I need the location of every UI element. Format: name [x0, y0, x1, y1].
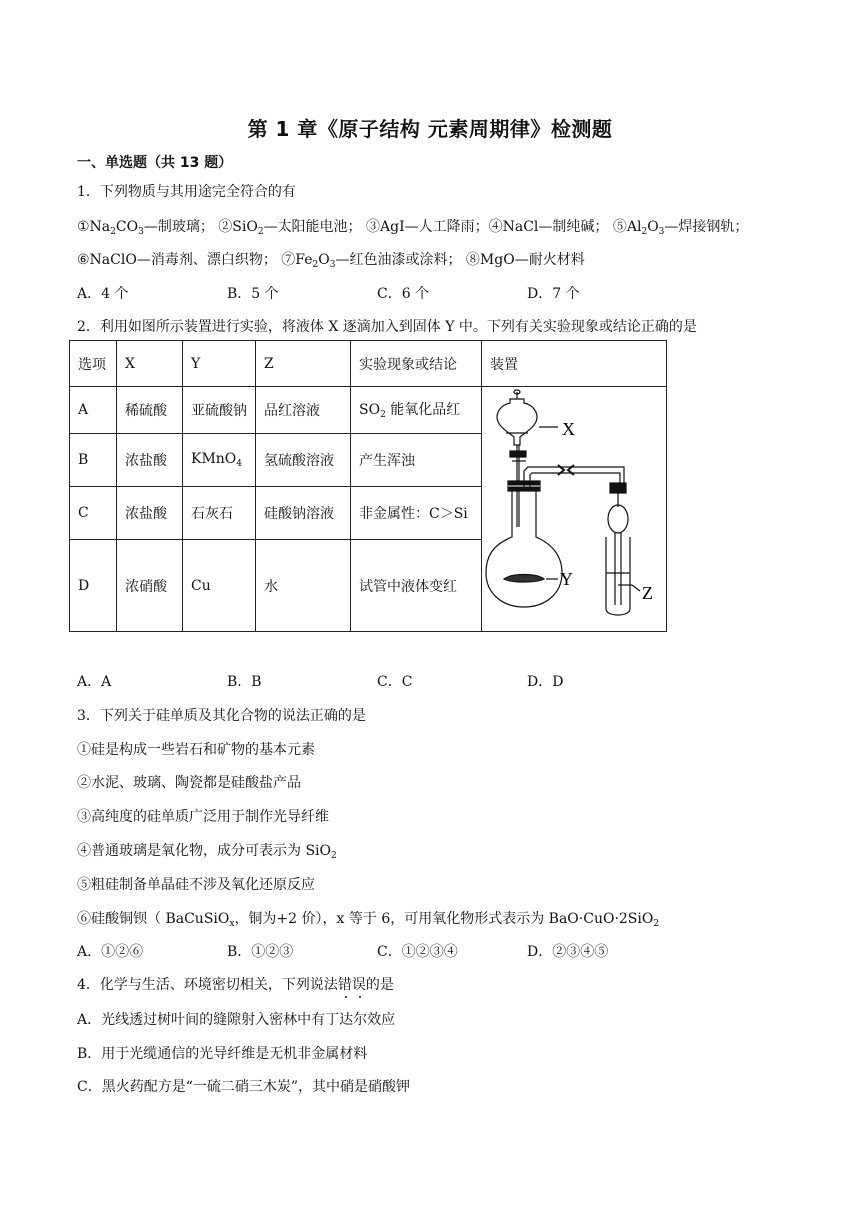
- q1-options: [77, 283, 677, 303]
- q4-option-b[interactable]: B．用于光缆通信的光导纤维是无机非金属材料: [77, 1046, 368, 1062]
- table-cell: 水: [256, 540, 351, 632]
- q3-stem: 3．下列关于硅单质及其化合物的说法正确的是: [77, 708, 366, 724]
- apparatus-cell: [482, 387, 667, 632]
- table-cell: 产生浑浊: [351, 433, 482, 486]
- q3-statement-3: ③高纯度的硅单质广泛用于制作光导纤维: [77, 809, 329, 825]
- label-x: X: [562, 419, 575, 439]
- table-cell: 品红溶液: [256, 387, 351, 434]
- q2-stem: 2．利用如图所示装置进行实验，将液体 X 逐滴加入到固体 Y 中。下列有关实验现象或结论正确的是: [77, 319, 697, 335]
- table-cell: A: [70, 387, 117, 434]
- q2-option-c[interactable]: C．C: [377, 674, 413, 690]
- table-cell: $SO_2$ 能氧化品红: [351, 387, 482, 434]
- q3-statement-4: ④普通玻璃是氧化物，成分可表示为 SiO$_2$: [77, 843, 337, 861]
- table-cell: B: [70, 433, 117, 486]
- section-heading: 一、单选题（共 13 题）: [77, 155, 233, 171]
- header-cell: 装置: [482, 341, 667, 387]
- q3-option-a[interactable]: A．①②⑥: [77, 944, 144, 960]
- table-cell: 氢硫酸溶液: [256, 433, 351, 486]
- q1-option-b[interactable]: B．5 个: [227, 286, 279, 302]
- q3-options: [77, 941, 677, 961]
- table-cell: 非金属性：C＞Si: [351, 487, 482, 540]
- q3-option-c[interactable]: C．①②③④: [377, 944, 458, 960]
- q2-option-d[interactable]: D．D: [527, 674, 564, 690]
- table-row: [70, 387, 667, 434]
- table-cell: 试管中液体变红: [351, 540, 482, 632]
- header-cell: X: [117, 341, 183, 387]
- table-cell: D: [70, 540, 117, 632]
- table-cell: 硅酸钠溶液: [256, 487, 351, 540]
- header-cell: 选项: [70, 341, 117, 387]
- q1-stem: 1．下列物质与其用途完全符合的有: [77, 184, 296, 200]
- q2-option-a[interactable]: A．A: [77, 674, 112, 690]
- table-header-row: [70, 341, 667, 387]
- q4-option-a[interactable]: A．光线透过树叶间的缝隙射入密林中有丁达尔效应: [77, 1012, 396, 1028]
- table-cell: 浓盐酸: [117, 487, 183, 540]
- q4-stem: 4．化学与生活、环境密切相关，下列说法错误的是: [77, 977, 394, 993]
- table-cell: 浓盐酸: [117, 433, 183, 486]
- q4-option-c[interactable]: C．黑火药配方是“一硫二硝三木炭”，其中硝是硝酸钾: [77, 1079, 411, 1095]
- q3-statement-5: ⑤粗硅制备单晶硅不涉及氧化还原反应: [77, 877, 315, 893]
- table-cell: 石灰石: [183, 487, 256, 540]
- q3-statement-6: ⑥硅酸铜钡（ BaCuSiO$_x$，铜为+2 价），x 等于 6，可用氧化物形式表示为 BaO·CuO·2SiO$_2$: [77, 911, 660, 929]
- q3-statement-1: ①硅是构成一些岩石和矿物的基本元素: [77, 742, 315, 758]
- q1-items-line1: $①Na_2CO_3—$制玻璃； ②SiO$_2$—太阳能电池； ③AgI—人工降雨；④NaCl—制纯碱； $⑤Al_2O_3—$焊接钢轨；: [77, 219, 749, 237]
- table-cell: C: [70, 487, 117, 540]
- page-title: 第 1 章《原子结构 元素周期律》检测题: [247, 117, 613, 141]
- q2-option-b[interactable]: B．B: [227, 674, 262, 690]
- q3-statement-2: ②水泥、玻璃、陶瓷都是硅酸盐产品: [77, 775, 301, 791]
- table-cell: Cu: [183, 540, 256, 632]
- q2-options: [77, 671, 677, 691]
- apparatus-diagram: [482, 387, 666, 627]
- table-cell: 稀硫酸: [117, 387, 183, 434]
- label-y: Y: [560, 569, 573, 589]
- q1-option-c[interactable]: C．6 个: [377, 286, 430, 302]
- table-cell: KMnO$_4$: [183, 433, 256, 486]
- q2-table: [69, 340, 667, 632]
- q1-option-a[interactable]: A．4 个: [77, 286, 129, 302]
- q3-option-d[interactable]: D．②③④⑤: [527, 944, 609, 960]
- header-cell: 实验现象或结论: [351, 341, 482, 387]
- label-z: Z: [642, 583, 653, 603]
- header-cell: Z: [256, 341, 351, 387]
- q3-option-b[interactable]: B．①②③: [227, 944, 294, 960]
- header-cell: Y: [183, 341, 256, 387]
- table-cell: 浓硝酸: [117, 540, 183, 632]
- q1-items-line2: ⑥NaClO—消毒剂、漂白织物； $⑦Fe_2O_3—$红色油漆或涂料； ⑧MgO—耐火材料: [77, 252, 585, 270]
- q1-option-d[interactable]: D．7 个: [527, 286, 580, 302]
- table-cell: 亚硫酸钠: [183, 387, 256, 434]
